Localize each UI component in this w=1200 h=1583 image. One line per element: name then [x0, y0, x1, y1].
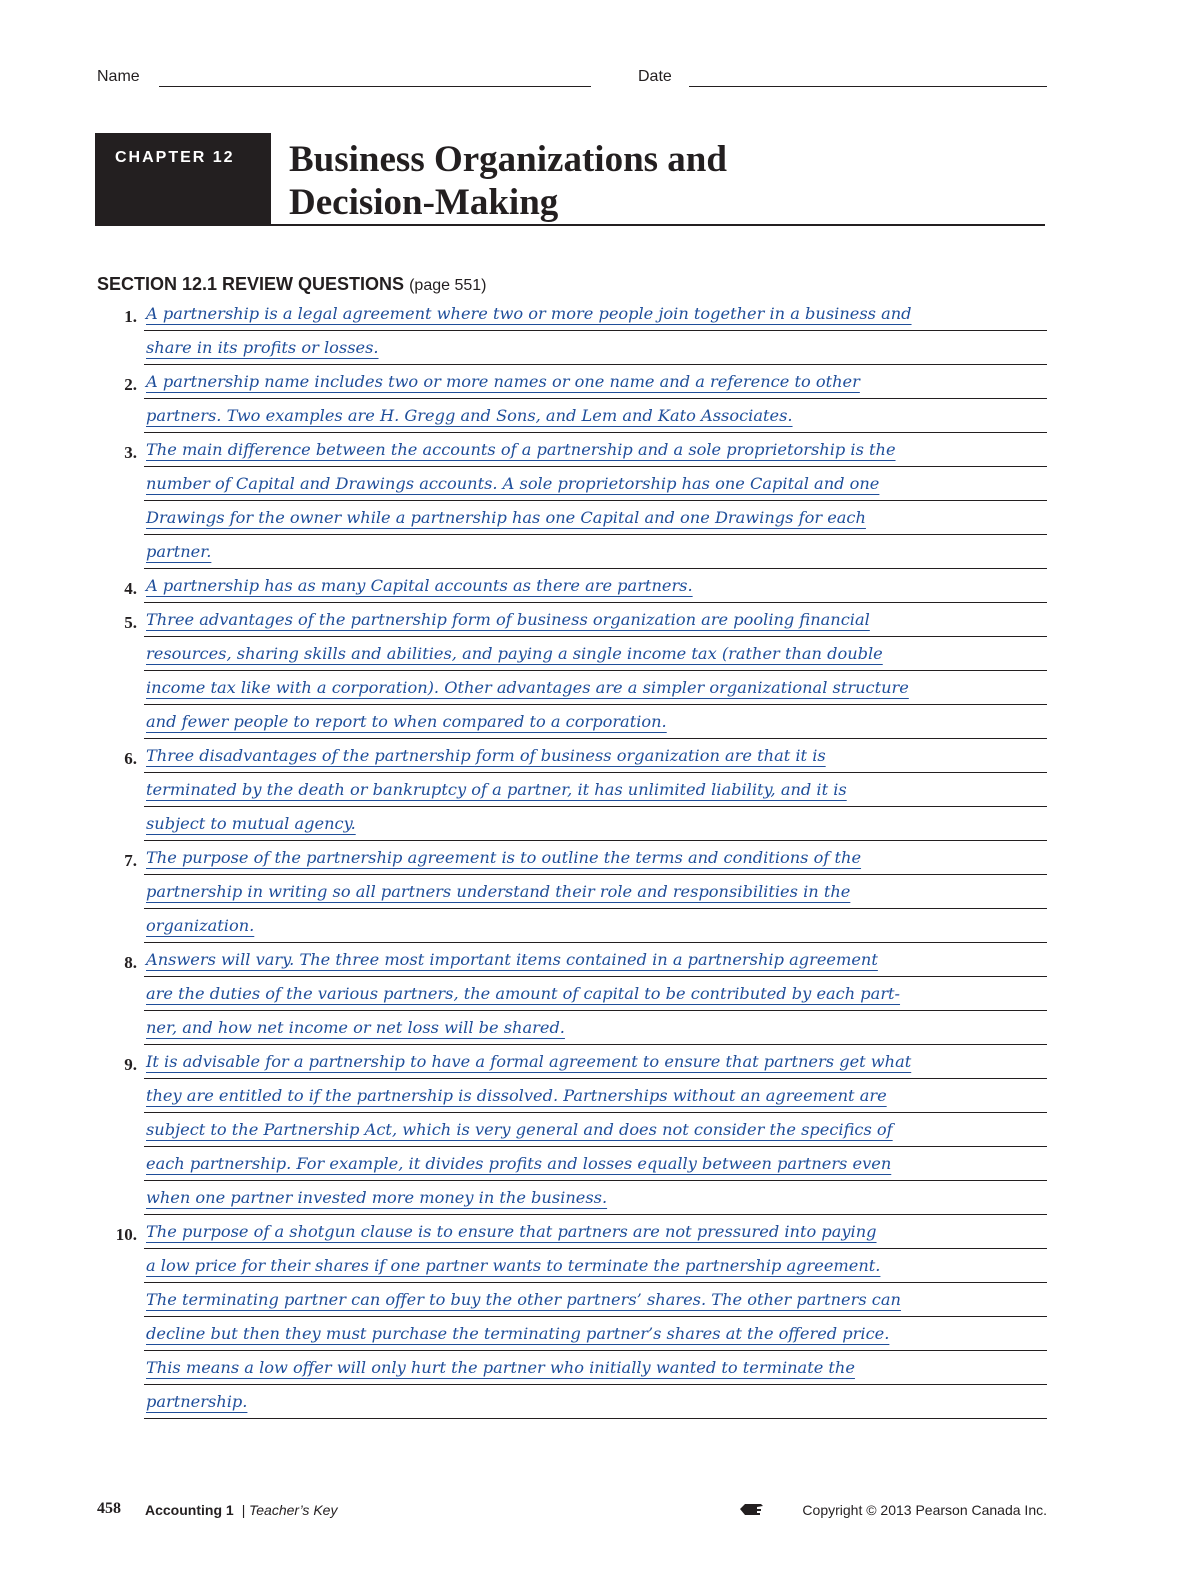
chapter-label: CHAPTER 12 — [115, 149, 235, 166]
answer-line: Three disadvantages of the partnership form of business organization are that it is — [144, 739, 1047, 773]
question-item — [97, 433, 1047, 569]
answer-line: ner, and how net income or net loss will be shared. — [144, 1011, 1047, 1045]
answer-line: subject to the Partnership Act, which is very general and does not consider the specifics of — [144, 1113, 1047, 1147]
answer-line: Drawings for the owner while a partnership has one Capital and one Drawings for each — [144, 501, 1047, 535]
answer-line: organization. — [144, 909, 1047, 943]
answer-line: The purpose of a shotgun clause is to ensure that partners are not pressured into paying — [144, 1215, 1047, 1249]
question-number: 9. — [124, 1055, 137, 1074]
answer-line: partners. Two examples are H. Gregg and Sons, and Lem and Kato Associates. — [144, 399, 1047, 433]
answer-block — [144, 433, 1047, 569]
question-item — [97, 569, 1047, 603]
chapter-title — [289, 138, 1049, 224]
question-number: 4. — [124, 579, 137, 598]
answer-line: The terminating partner can offer to buy the other partners’ shares. The other partners can — [144, 1283, 1047, 1317]
question-number: 2. — [124, 375, 137, 394]
chapter-badge — [95, 133, 271, 226]
question-number: 5. — [124, 613, 137, 632]
question-item — [97, 739, 1047, 841]
answer-block — [144, 569, 1047, 603]
answer-block — [144, 297, 1047, 365]
answer-line: terminated by the death or bankruptcy of a partner, it has unlimited liability, and it is — [144, 773, 1047, 807]
date-label: Date — [638, 68, 672, 85]
answer-line: It is advisable for a partnership to have a formal agreement to ensure that partners get what — [144, 1045, 1047, 1079]
copyright-notice: Copyright © 2013 Pearson Canada Inc. — [802, 1502, 1047, 1518]
answer-line: The purpose of the partnership agreement is to outline the terms and conditions of the — [144, 841, 1047, 875]
question-item — [97, 297, 1047, 365]
page-footer — [97, 1500, 1047, 1524]
answer-line: Answers will vary. The three most important items contained in a partnership agreement — [144, 943, 1047, 977]
section-title: SECTION 12.1 REVIEW QUESTIONS — [97, 274, 405, 294]
answer-block — [144, 1045, 1047, 1215]
question-item — [97, 365, 1047, 433]
review-questions-list — [97, 297, 1047, 1419]
question-number: 6. — [124, 749, 137, 768]
answer-line: A partnership has as many Capital accounts as there are partners. — [144, 569, 1047, 603]
answer-line: A partnership name includes two or more names or one name and a reference to other — [144, 365, 1047, 399]
answer-block — [144, 603, 1047, 739]
section-heading — [97, 274, 486, 295]
answer-block — [144, 943, 1047, 1045]
question-number: 8. — [124, 953, 137, 972]
answer-line: number of Capital and Drawings accounts. A sole proprietorship has one Capital and one — [144, 467, 1047, 501]
question-item — [97, 1215, 1047, 1419]
book-title-text: Accounting 1 — [145, 1502, 234, 1518]
answer-block — [144, 841, 1047, 943]
question-number: 1. — [124, 307, 137, 326]
chapter-title-line-2: Decision-Making — [289, 182, 559, 223]
answer-line: resources, sharing skills and abilities, and paying a single income tax (rather than double — [144, 637, 1047, 671]
answer-block — [144, 739, 1047, 841]
answer-line: partnership. — [144, 1385, 1047, 1419]
question-item — [97, 943, 1047, 1045]
answer-line: when one partner invested more money in the business. — [144, 1181, 1047, 1215]
answer-line: A partnership is a legal agreement where two or more people join together in a business and — [144, 297, 1047, 331]
answer-line: income tax like with a corporation). Other advantages are a simpler organizational structure — [144, 671, 1047, 705]
question-item — [97, 1045, 1047, 1215]
answer-line: are the duties of the various partners, the amount of capital to be contributed by each part- — [144, 977, 1047, 1011]
answer-line: each partnership. For example, it divides profits and losses equally between partners even — [144, 1147, 1047, 1181]
question-number: 7. — [124, 851, 137, 870]
answer-line: partnership in writing so all partners understand their role and responsibilities in the — [144, 875, 1047, 909]
book-subtitle: Teacher’s Key — [248, 1502, 338, 1518]
answer-block — [144, 365, 1047, 433]
answer-line: partner. — [144, 535, 1047, 569]
answer-line: a low price for their shares if one partner wants to terminate the partnership agreement. — [144, 1249, 1047, 1283]
answer-line: they are entitled to if the partnership is dissolved. Partnerships without an agreement are — [144, 1079, 1047, 1113]
answer-line: subject to mutual agency. — [144, 807, 1047, 841]
answer-line: This means a low offer will only hurt the partner who initially wanted to terminate the — [144, 1351, 1047, 1385]
answer-line: The main difference between the accounts of a partnership and a sole proprietorship is the — [144, 433, 1047, 467]
title-rule — [271, 224, 1045, 226]
question-number: 10. — [115, 1225, 137, 1244]
question-item — [97, 603, 1047, 739]
page-number: 458 — [97, 1500, 121, 1517]
hand-pointer-icon — [739, 1500, 765, 1518]
answer-block — [144, 1215, 1047, 1419]
name-field[interactable] — [159, 86, 591, 87]
date-field[interactable] — [689, 86, 1047, 87]
section-page-ref: (page 551) — [409, 277, 487, 294]
answer-line: share in its profits or losses. — [144, 331, 1047, 365]
answer-line: Three advantages of the partnership form of business organization are pooling financial — [144, 603, 1047, 637]
book-title: Accounting 1 | Teacher’s Key — [145, 1502, 338, 1518]
answer-line: and fewer people to report to when compared to a corporation. — [144, 705, 1047, 739]
name-date-header — [97, 68, 1047, 90]
question-item — [97, 841, 1047, 943]
question-number: 3. — [124, 443, 137, 462]
name-label: Name — [97, 68, 140, 85]
chapter-title-line-1: Business Organizations and — [289, 139, 727, 180]
answer-line: decline but then they must purchase the terminating partner’s shares at the offered price. — [144, 1317, 1047, 1351]
